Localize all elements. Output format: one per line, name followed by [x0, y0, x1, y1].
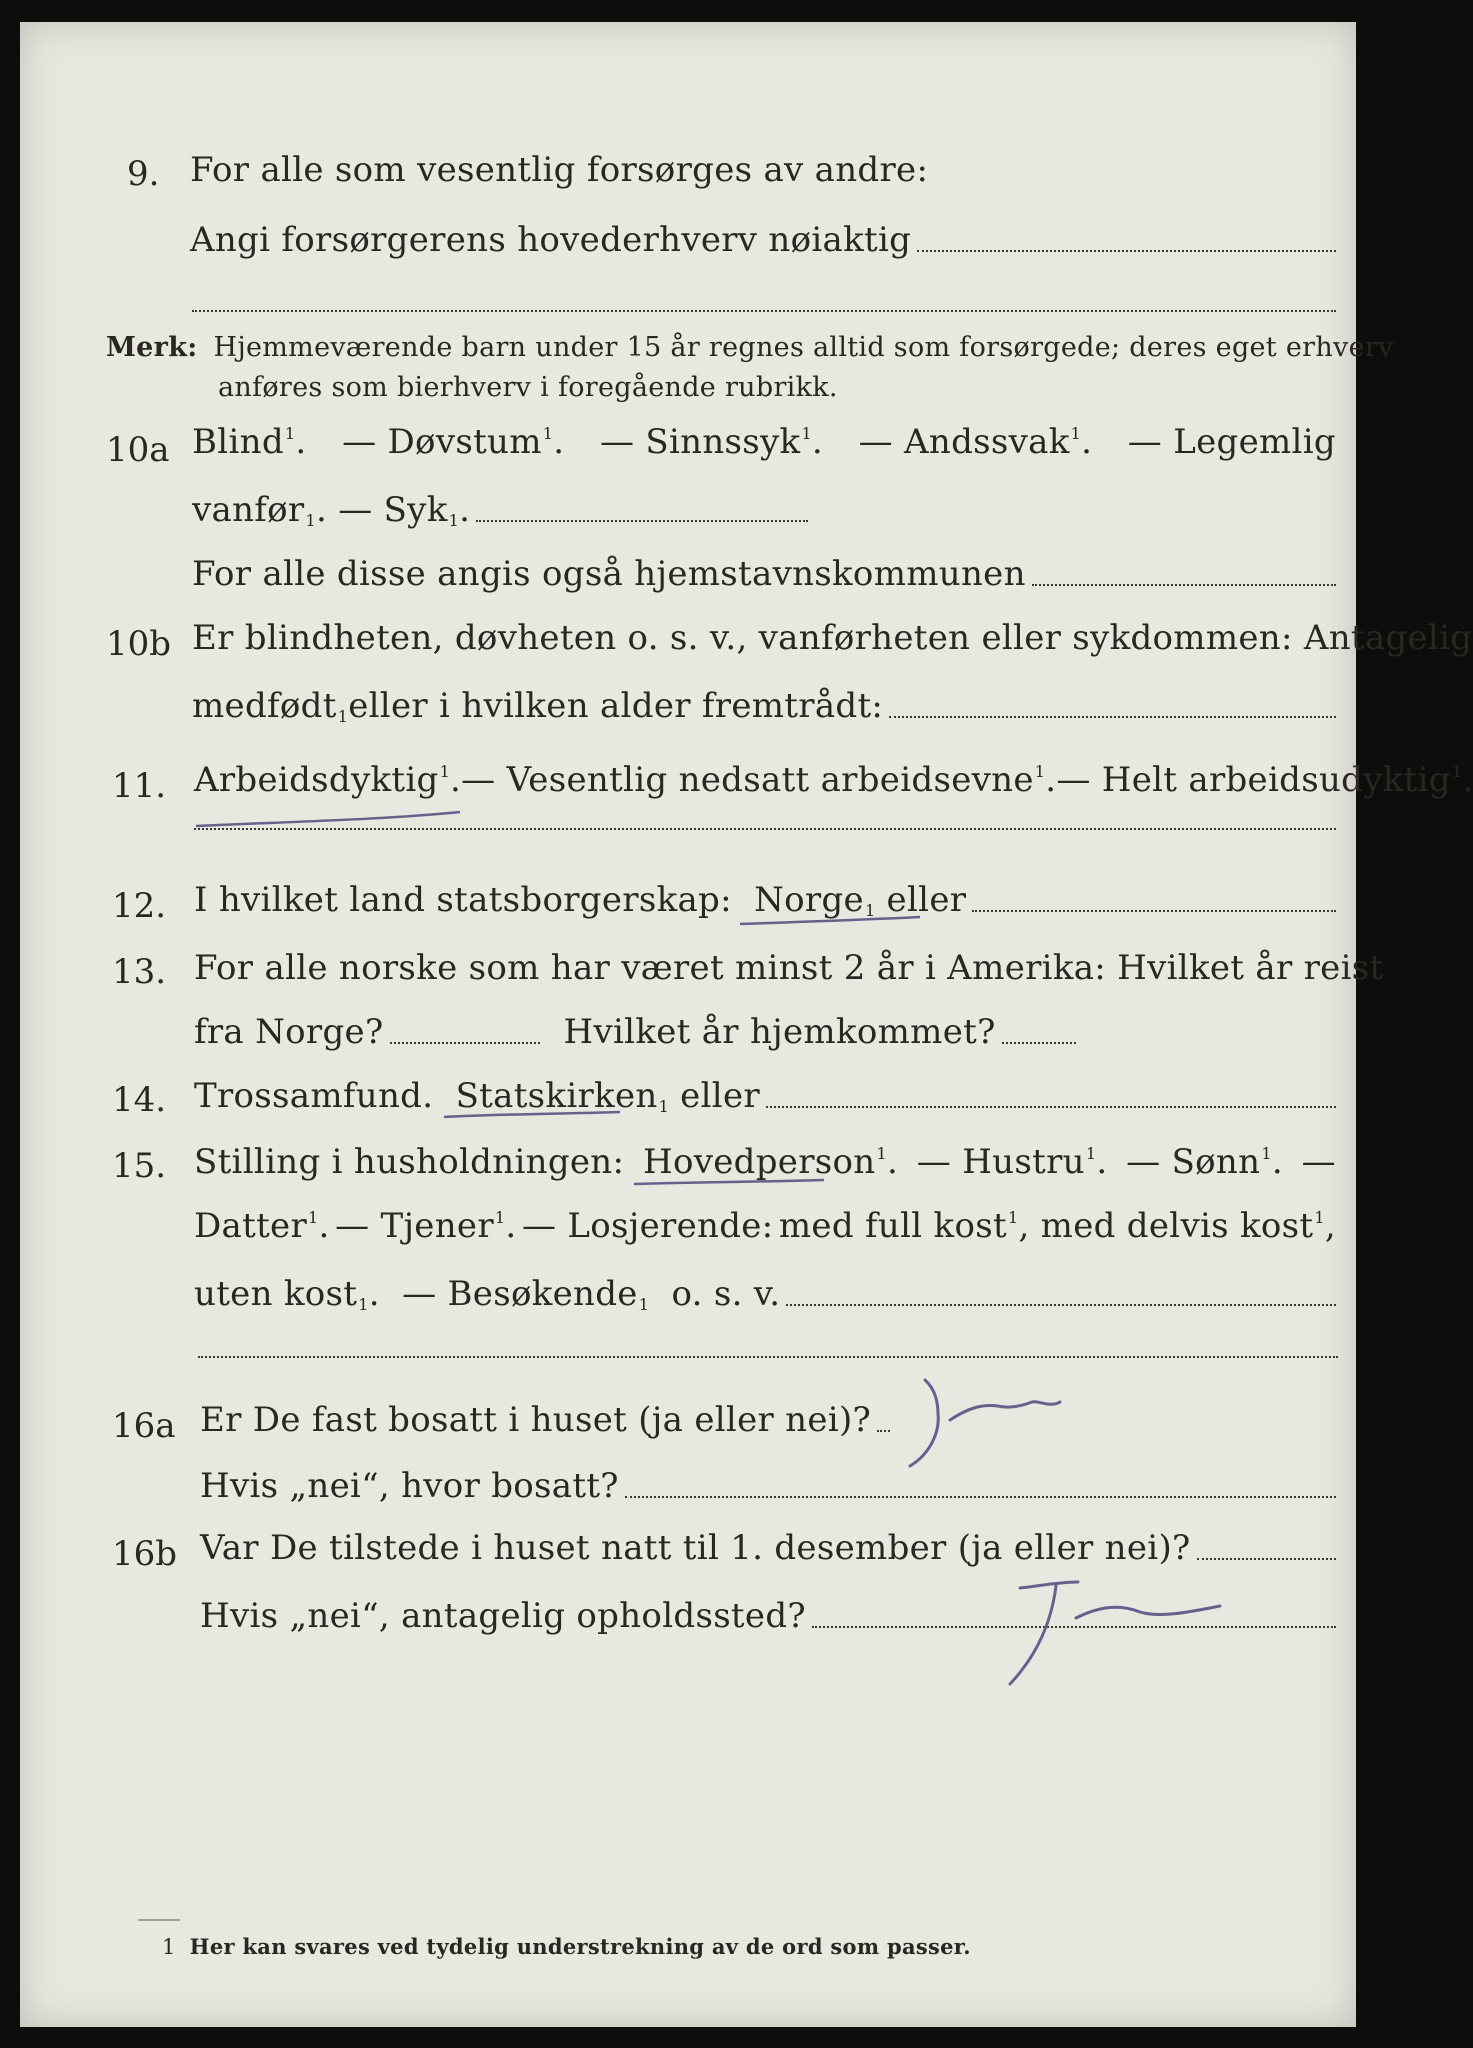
q12-line: I hvilket land statsborgerskap: Norge $_1$ eller [194, 880, 1336, 920]
q15-line3: uten kost $_1$ . — Besøkende $_1$ o. s. v. [194, 1274, 1336, 1314]
footnote: 1 Her kan svares ved tydelig understrekning av de ord som passer. [162, 1934, 971, 1959]
q14-number: 14. [112, 1080, 167, 1120]
answer-16b-ja [1010, 1582, 1220, 1684]
q16a-line1: Er De fast bosatt i huset (ja eller nei)? [200, 1400, 890, 1440]
census-form-page [20, 22, 1473, 2027]
q10a-line1: Blind$^1$. — Døvstum$^1$. — Sinnssyk$^1$. — Andssvak$^1$. — Legemlig [192, 422, 1336, 462]
q15-number: 15. [112, 1146, 167, 1186]
q9-line1: For alle som vesentlig forsørges av andre: [190, 150, 929, 190]
note-line1: Merk: Hjemmeværende barn under 15 år regnes alltid som forsørgede; deres eget erhverv [106, 332, 1394, 363]
q13-line2: fra Norge? Hvilket år hjemkommet? [194, 1012, 1076, 1052]
q9-number: 9. [127, 154, 160, 194]
q12-norge: Norge [754, 880, 864, 920]
q9-line2: Angi forsørgerens hovederhverv nøiaktig [190, 220, 1336, 260]
q16b-number: 16b [112, 1534, 178, 1574]
q10a-line3: For alle disse angis også hjemstavnskommunen [192, 554, 1336, 594]
q16b-line1: Var De tilstede i huset natt til 1. desember (ja eller nei)? [200, 1528, 1336, 1568]
note-line2: anføres som bierhverv i foregående rubrikk. [218, 372, 838, 403]
underline-statskirken [444, 1112, 620, 1117]
q15-line1: Stilling i husholdningen: Hovedperson$^1$. — Hustru$^1$. — Sønn$^1$. — [194, 1142, 1336, 1182]
q16b-line2: Hvis „nei“, antagelig opholdssted? [200, 1596, 1336, 1636]
underline-norge [740, 917, 920, 924]
handwriting-layer [20, 22, 1473, 2027]
q10b-number: 10b [106, 624, 172, 664]
q12-number: 12. [112, 886, 167, 926]
q10a-number: 10a [106, 430, 170, 470]
answer-16a-ja [910, 1380, 1060, 1466]
q16a-number: 16a [112, 1406, 176, 1446]
q10b-line2: medfødt $_1$ eller i hvilken alder fremtrådt: [192, 686, 1336, 726]
q14-line: Trossamfund. Statskirken $_1$ eller [194, 1076, 1336, 1116]
q10a-line2: vanfør $_1$ . — Syk $_1$ . [192, 490, 808, 530]
q11-arbeidsdyktig: Arbeidsdyktig [194, 760, 439, 800]
q13-line1: For alle norske som har været minst 2 år i Amerika: Hvilket år reist [194, 948, 1384, 988]
q11-line: Arbeidsdyktig$^1$. — Vesentlig nedsatt arbeidsevne$^1$. — Helt arbeidsudyktig$^1$. [194, 760, 1473, 800]
q10b-line1: Er blindheten, døvheten o. s. v., vanførheten eller sykdommen: Antagelig [192, 618, 1473, 658]
q13-number: 13. [112, 952, 167, 992]
q11-number: 11. [112, 766, 167, 806]
q16a-line2: Hvis „nei“, hvor bosatt? [200, 1466, 1336, 1506]
underline-arbeidsdyktig [196, 812, 460, 826]
q14-statskirken: Statskirken [455, 1076, 658, 1116]
q15-line2: Datter$^1$. — Tjener$^1$. — Losjerende: med full kost$^1$, med delvis kost$^1$, [194, 1206, 1336, 1246]
underline-hovedperson [634, 1180, 824, 1184]
q15-hovedperson: Hovedperson [643, 1142, 876, 1182]
note-label: Merk: [106, 332, 198, 363]
